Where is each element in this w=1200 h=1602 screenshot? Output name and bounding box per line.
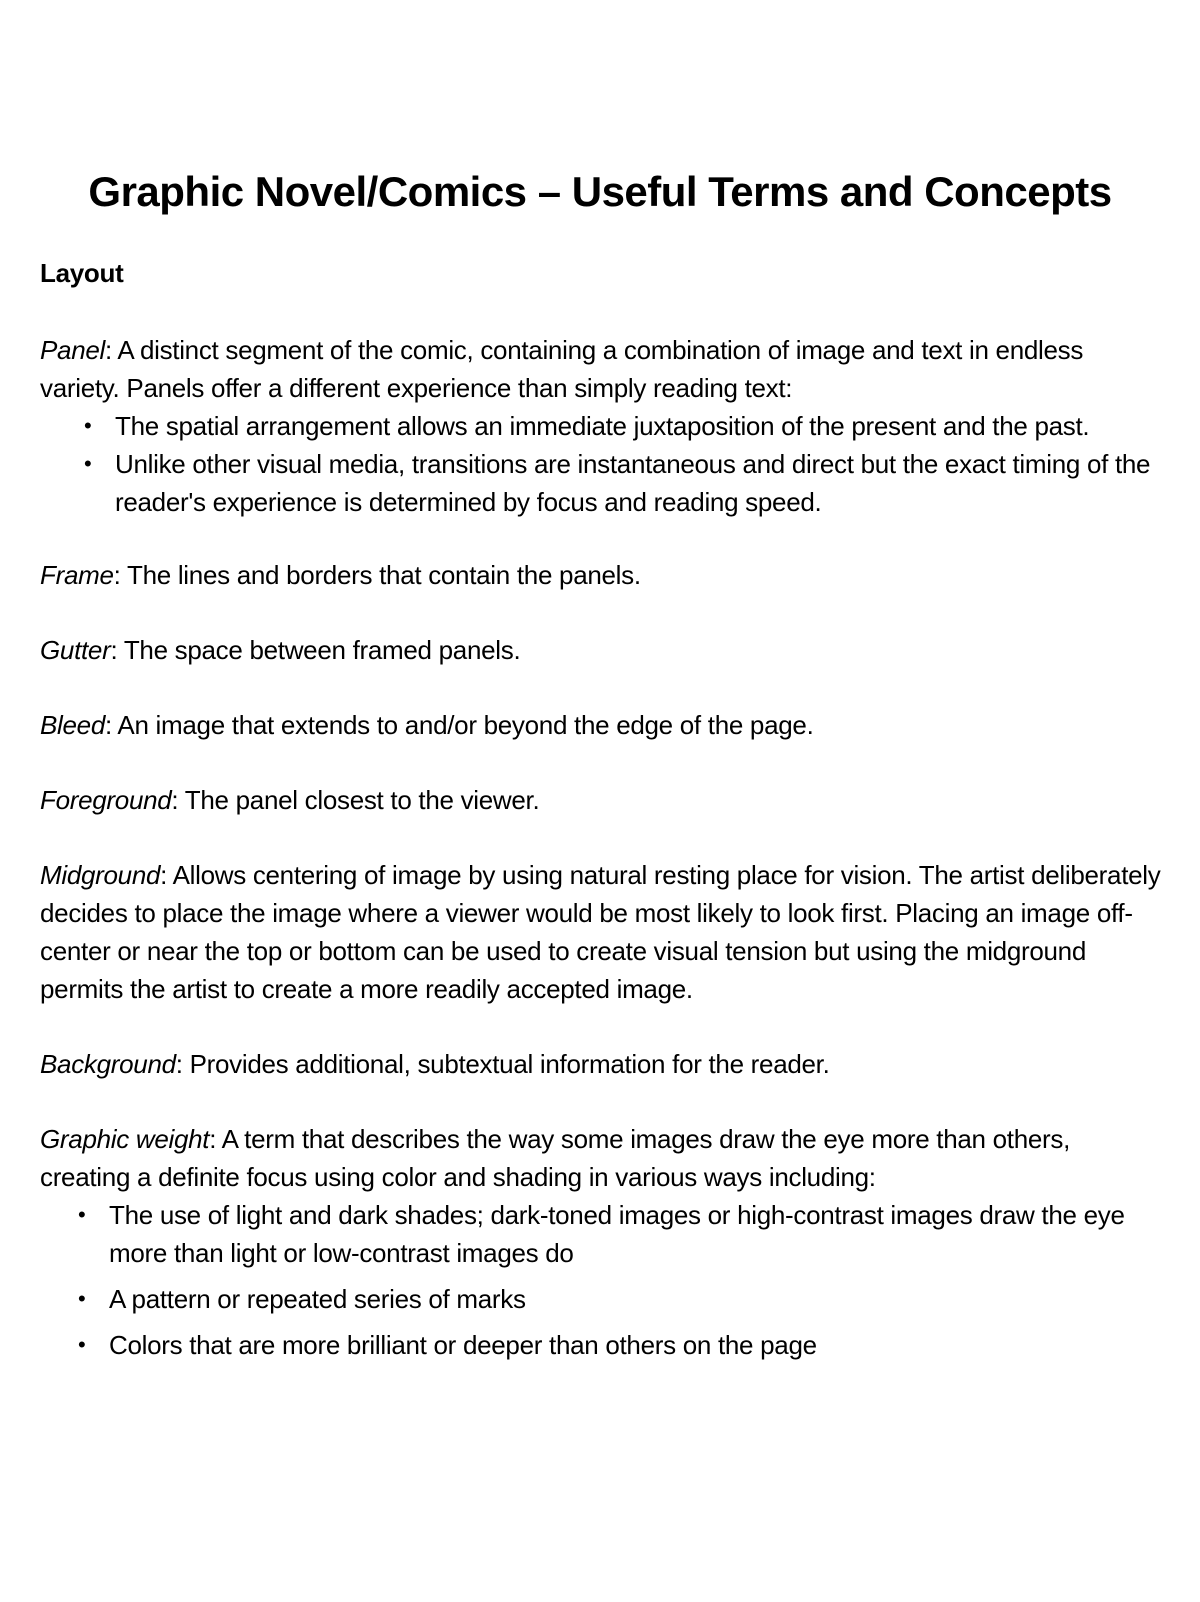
term-definition: : A term that describes the way some images draw the eye more than others, creating a definite focus using color and shading in various ways including: [40,1124,1071,1192]
term-entry-graphic-weight [40,1120,1165,1364]
term-paragraph [40,1120,1165,1196]
term-entry-midground [40,856,1165,1008]
term-name: Bleed [40,710,105,740]
list-item-text: Unlike other visual media, transitions are instantaneous and direct but the exact timing of the reader's experience is determined by focus and reading speed. [115,449,1151,517]
list-item [40,1280,1165,1318]
bullet-list [40,1196,1165,1364]
term-paragraph [40,631,1165,669]
list-item-text: Colors that are more brilliant or deeper than others on the page [109,1330,817,1360]
bullet-icon: • [84,413,92,438]
list-item [40,445,1165,521]
term-definition: : Allows centering of image by using natural resting place for vision. The artist deliberately decides to place the image where a viewer would be most likely to look first. Placing an image off-center or near the top or bottom can be used to create visual tension but using the midground permits the artist to create a more readily accepted image. [40,860,1161,1004]
term-paragraph [40,556,1165,594]
term-name: Gutter [40,635,111,665]
term-definition: : An image that extends to and/or beyond the edge of the page. [105,710,814,740]
term-definition: : The space between framed panels. [110,635,521,665]
list-item [40,1196,1165,1272]
term-definition: : A distinct segment of the comic, containing a combination of image and text in endless variety. Panels offer a different experience than simply reading text: [40,335,1084,403]
term-entry-foreground [40,781,1165,819]
list-item-text: The use of light and dark shades; dark-toned images or high-contrast images draw the eye more than light or low-contrast images do [109,1200,1125,1268]
term-name: Foreground [40,785,172,815]
term-name: Midground [40,860,161,890]
term-entry-panel [40,331,1165,521]
term-paragraph [40,856,1165,1008]
bullet-icon: • [78,1202,86,1227]
term-name: Background [40,1049,176,1079]
term-definition: : The lines and borders that contain the panels. [113,560,641,590]
term-name: Panel [40,335,105,365]
list-item-text: A pattern or repeated series of marks [109,1284,526,1314]
term-paragraph [40,331,1165,407]
term-paragraph [40,706,1165,744]
list-item [40,1326,1165,1364]
term-entry-bleed [40,706,1165,744]
section-heading-layout: Layout [40,258,124,288]
page-title: Graphic Novel/Comics – Useful Terms and Concepts [88,168,1112,216]
bullet-icon: • [78,1286,86,1311]
list-item-text: The spatial arrangement allows an immediate juxtaposition of the present and the past. [115,411,1090,441]
bullet-list [40,407,1165,521]
term-paragraph [40,1045,1165,1083]
document-body [40,254,1165,1401]
term-entry-gutter [40,631,1165,669]
bullet-icon: • [78,1332,86,1357]
term-name: Frame [40,560,114,590]
term-entry-background [40,1045,1165,1083]
bullet-icon: • [84,451,92,476]
term-entry-frame [40,556,1165,594]
term-paragraph [40,781,1165,819]
term-definition: : The panel closest to the viewer. [171,785,540,815]
term-name: Graphic weight [40,1124,210,1154]
term-definition: : Provides additional, subtextual information for the reader. [175,1049,830,1079]
list-item [40,407,1165,445]
